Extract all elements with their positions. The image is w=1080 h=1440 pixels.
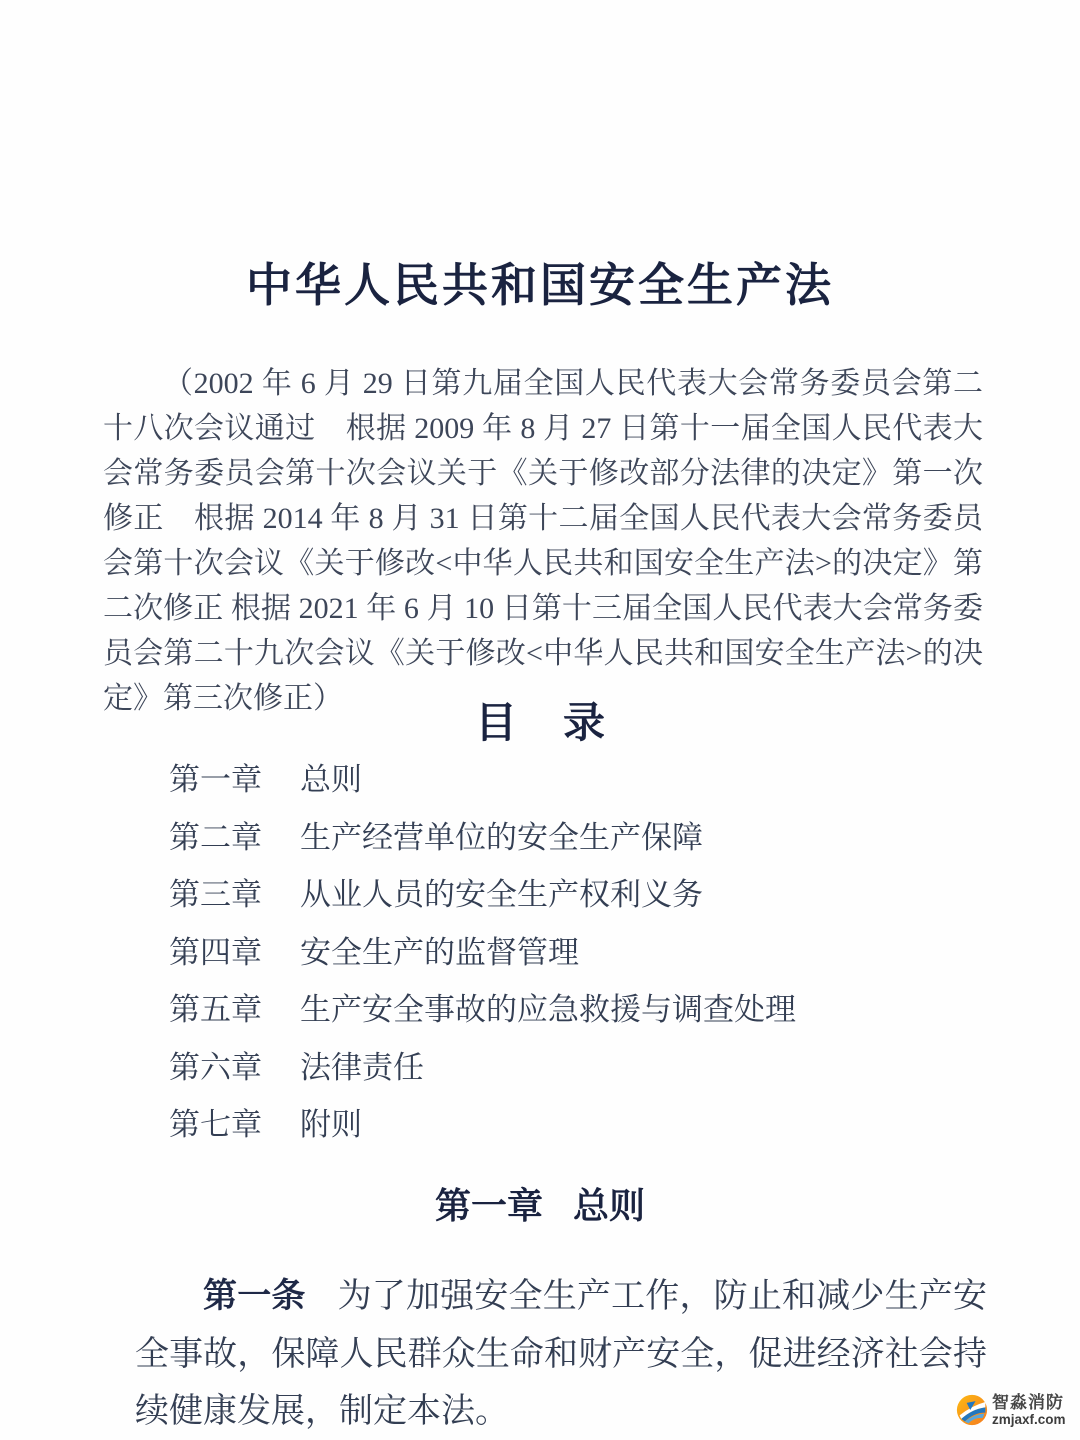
toc-heading-char-1: 目 [474,699,517,746]
table-of-contents [169,748,796,1151]
site-watermark [956,1394,1066,1427]
toc-chapter-title: 安全生产的监督管理 [300,934,579,970]
toc-item-chapter-7 [169,1093,796,1151]
chapter-1-heading [0,1178,1080,1229]
toc-heading [0,690,1080,750]
toc-item-chapter-6 [169,1036,796,1094]
article-1-number: 第一条 [203,1277,306,1315]
toc-item-chapter-2 [169,806,796,864]
chapter-1-heading-number: 第一章 [434,1185,543,1226]
toc-chapter-number: 第七章 [169,1107,262,1143]
toc-chapter-title: 附则 [300,1107,362,1143]
toc-chapter-number: 第二章 [169,819,262,855]
toc-chapter-title: 法律责任 [300,1049,424,1085]
toc-item-chapter-3 [169,863,796,921]
article-1-text: 为了加强安全生产工作，防止和减少生产安全事故，保障人民群众生命和财产安全，促进经济社会持续健康发展，制定本法。 [135,1278,988,1430]
document-title: 中华人民共和国安全生产法 [246,258,834,311]
article-1 [135,1268,987,1440]
toc-item-chapter-4 [169,921,796,979]
zhimiao-fire-logo-icon [956,1394,988,1426]
toc-chapter-title: 从业人员的安全生产权利义务 [300,877,703,913]
watermark-text [992,1394,1066,1427]
watermark-brand-name: 智淼消防 [992,1393,1064,1412]
toc-chapter-number: 第三章 [169,877,262,913]
toc-chapter-number: 第四章 [169,934,262,970]
chapter-1-heading-title: 总则 [573,1185,646,1226]
toc-item-chapter-1 [169,748,796,806]
toc-heading-char-2: 录 [563,699,606,746]
toc-item-chapter-5 [169,978,796,1036]
toc-chapter-number: 第五章 [169,992,262,1028]
toc-chapter-title: 生产经营单位的安全生产保障 [300,819,703,855]
enactment-preamble: （2002 年 6 月 29 日第九届全国人民代表大会常务委员会第二十八次会议通过 根据 2009 年 8 月 27 日第十一届全国人民代表大会常务委员会第十次会议关于《关于修改部分法律的决定》第一次修正 根据 2014 年 8 月 31 日第十二届全国人民代表大会常务委员会第十次会议《关于修改<中华人民共和国安全生产法>的决定》第二次修正 根据 2021 年 6 月 10 日第十三届全国人民代表大会常务委员会第二十九次会议《关于修改<中华人民共和国安全生产法>的决定》第三次修正） [103,367,983,715]
toc-chapter-number: 第一章 [169,762,262,798]
watermark-site-url: zmjaxf.com [992,1412,1066,1427]
toc-chapter-title: 生产安全事故的应急救援与调查处理 [300,992,796,1028]
toc-chapter-title: 总则 [300,762,362,798]
toc-chapter-number: 第六章 [169,1049,262,1085]
